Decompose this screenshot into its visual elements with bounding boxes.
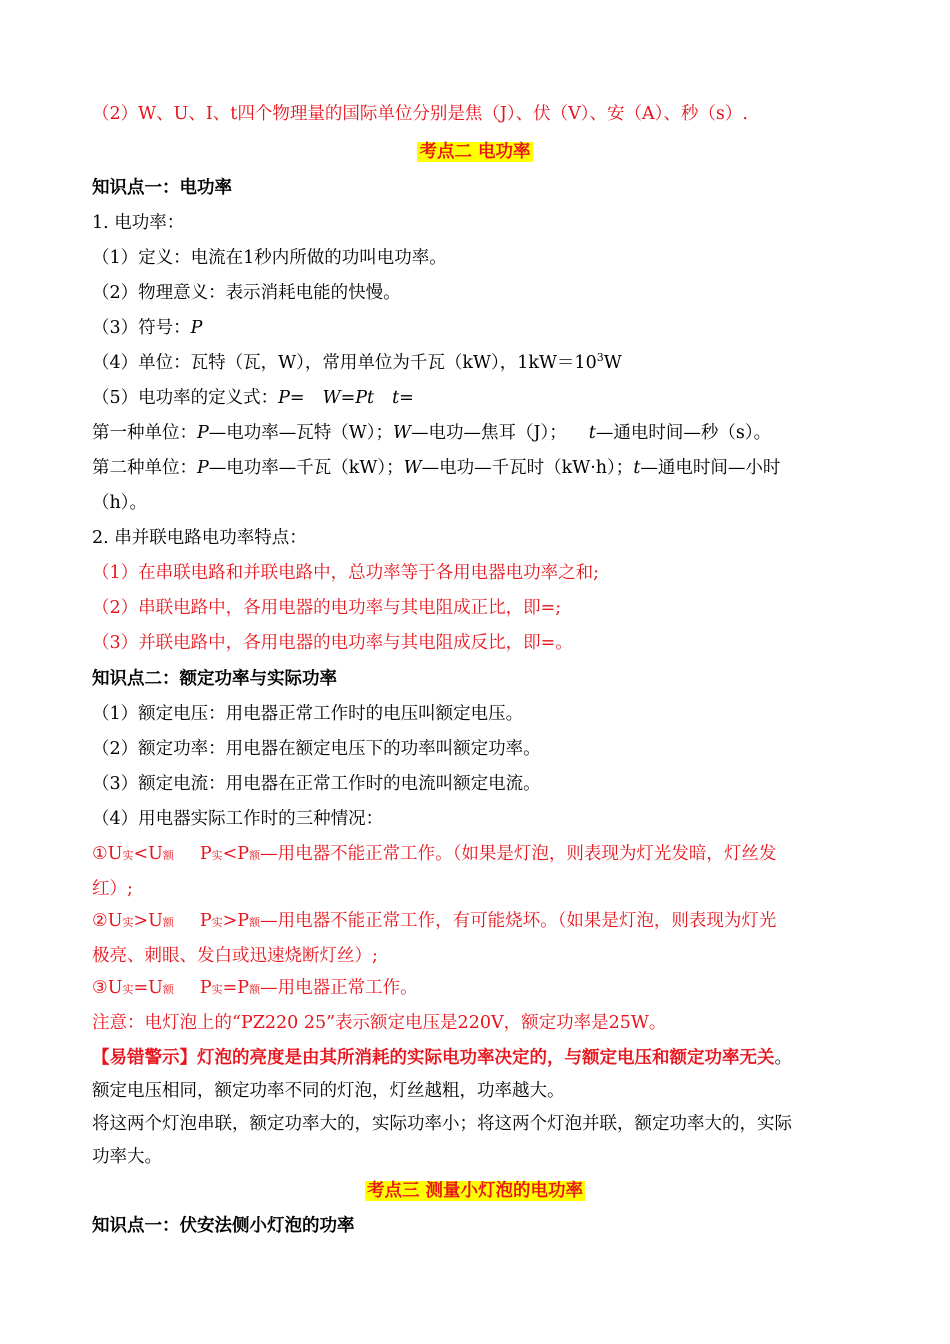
second-unit-t: t: [633, 458, 641, 478]
definition-text: （1）定义：电流在1秒内所做的功叫电功率。: [92, 248, 447, 268]
symbol-line: [92, 317, 862, 339]
formula-eq-1: =: [289, 388, 305, 408]
rated-current-text: （3）额定电流：用电器在正常工作时的电流叫额定电流。: [92, 774, 541, 794]
knowledge-point-3-text: 知识点一：伏安法侧小灯泡的功率: [92, 1216, 355, 1236]
formula-p: P: [278, 388, 290, 408]
formula-eq-2: =: [399, 388, 414, 408]
case-1-u-rated: <U: [133, 844, 163, 864]
paragraph-2-text: 将这两个灯泡串联，额定功率大的，实际功率小；将这两个灯泡并联，额定功率大的，实际: [92, 1114, 792, 1134]
case-1-p-sub-actual: 实: [211, 849, 223, 862]
case-3-p-rated: =P: [222, 978, 250, 998]
rated-power-line: [92, 738, 862, 760]
rated-voltage-line: [92, 703, 862, 725]
second-unit-p-desc: —电功率—千瓦（kW）；: [208, 458, 404, 478]
second-unit-w: W: [403, 458, 422, 478]
second-unit-label: 第二种单位：: [92, 458, 197, 478]
case-2-u: ②U: [92, 911, 123, 931]
case-1-desc-cont: 红）;: [92, 879, 133, 899]
knowledge-point-3-heading: [92, 1215, 862, 1237]
rated-voltage-text: （1）额定电压：用电器正常工作时的电压叫额定电压。: [92, 704, 524, 724]
second-unit-line-cont: [92, 492, 862, 514]
subsection-series-parallel: [92, 527, 862, 549]
subsection-series-parallel-text: 2. 串并联电路电功率特点：: [92, 528, 307, 548]
first-unit-p-desc: —电功率—瓦特（W）；: [208, 423, 394, 443]
three-cases-line: [92, 808, 862, 830]
second-unit-line: [92, 457, 862, 479]
first-unit-p: P: [197, 423, 209, 443]
knowledge-point-1-text: 知识点一：电功率: [92, 178, 232, 198]
case-3-p-sub-rated: 额: [249, 983, 261, 996]
rule-total-power-text: （1）在串联电路和并联电路中，总功率等于各用电器电功率之和;: [92, 563, 600, 583]
case-3-p: P: [199, 978, 212, 998]
formula-label: （5）电功率的定义式：: [92, 388, 279, 408]
section-heading-2: [0, 141, 950, 163]
case-1-p-rated: <P: [222, 844, 250, 864]
warning-line: [92, 1047, 862, 1069]
unit-suffix: W: [603, 353, 622, 373]
case-2-line-cont: [92, 945, 862, 967]
section-heading-3: [0, 1180, 950, 1202]
case-3-p-sub-actual: 实: [211, 983, 223, 996]
knowledge-point-1-heading: [92, 177, 862, 199]
case-1-u-sub-actual: 实: [122, 849, 134, 862]
case-2-p-sub-rated: 额: [249, 916, 261, 929]
case-3-desc: —用电器正常工作。: [260, 978, 418, 998]
paragraph-2-cont: [92, 1146, 862, 1168]
paragraph-2: [92, 1113, 862, 1135]
knowledge-point-2-heading: [92, 668, 862, 690]
case-2-p-sub-actual: 实: [211, 916, 223, 929]
knowledge-point-2-text: 知识点二：额定功率与实际功率: [92, 669, 337, 689]
first-unit-w-desc: —电功—焦耳（J）；: [411, 423, 567, 443]
case-3-u-rated: =U: [133, 978, 163, 998]
first-unit-label: 第一种单位：: [92, 423, 197, 443]
definition-line: [92, 247, 862, 269]
meaning-text: （2）物理意义：表示消耗电能的快慢。: [92, 283, 401, 303]
case-2-u-rated: >U: [133, 911, 163, 931]
case-2-u-sub-rated: 额: [162, 916, 174, 929]
rule-series-text: （2）串联电路中，各用电器的电功率与其电阻成正比，即=;: [92, 598, 562, 618]
case-1-u: ①U: [92, 844, 123, 864]
rule-parallel: [92, 632, 862, 654]
symbol-label: （3）符号：: [92, 318, 191, 338]
second-unit-p: P: [197, 458, 209, 478]
case-3-u: ③U: [92, 978, 123, 998]
case-3-u-sub-rated: 额: [162, 983, 174, 996]
symbol-value: P: [190, 318, 203, 338]
unit-line: [92, 352, 862, 374]
subsection-electric-power: [92, 212, 862, 234]
case-1-line: [92, 843, 862, 867]
case-1-line-cont: [92, 878, 862, 900]
rule-series: [92, 597, 862, 619]
case-2-p-rated: >P: [222, 911, 250, 931]
paragraph-1: [92, 1080, 862, 1102]
second-unit-t-desc: —通电时间—小时: [640, 458, 781, 478]
meaning-line: [92, 282, 862, 304]
formula-w: W=Pt: [322, 388, 375, 408]
formula-line: [92, 387, 862, 409]
rule-parallel-text: （3）并联电路中，各用电器的电功率与其电阻成反比，即=。: [92, 633, 573, 653]
second-unit-w-desc: —电功—千瓦时（kW·h）；: [421, 458, 634, 478]
unit-text: （4）单位：瓦特（瓦，W），常用单位为千瓦（kW），1kW＝10: [92, 353, 597, 373]
case-1-desc: —用电器不能正常工作。（如果是灯泡，则表现为灯光发暗，灯丝发: [260, 844, 777, 864]
first-unit-t-desc: —通电时间—秒（s）。: [595, 423, 772, 443]
first-unit-line: [92, 422, 862, 444]
paragraph-2-cont-text: 功率大。: [92, 1147, 162, 1167]
bulb-note-text: 注意：电灯泡上的“PZ220 25”表示额定电压是220V，额定功率是25W。: [92, 1013, 667, 1033]
case-3-u-sub-actual: 实: [122, 983, 134, 996]
units-text: （2）W、U、I、t四个物理量的国际单位分别是焦（J）、伏（V）、安（A）、秒（s）.: [92, 104, 748, 124]
rated-current-line: [92, 773, 862, 795]
case-2-desc-cont: 极亮、刺眼、发白或迅速烧断灯丝）;: [92, 946, 378, 966]
first-unit-t: t: [588, 423, 596, 443]
paragraph-1-text: 额定电压相同，额定功率不同的灯泡，灯丝越粗，功率越大。: [92, 1081, 565, 1101]
case-2-line: [92, 910, 862, 934]
rated-power-text: （2）额定功率：用电器在额定电压下的功率叫额定功率。: [92, 739, 541, 759]
section-heading-2-text: 考点二 电功率: [419, 142, 531, 162]
unit-exponent: 3: [596, 351, 604, 365]
case-1-p: P: [199, 844, 212, 864]
warning-period: 。: [774, 1048, 792, 1068]
second-unit-hour: （h）。: [92, 493, 148, 513]
formula-t: t: [392, 388, 400, 408]
three-cases-text: （4）用电器实际工作时的三种情况：: [92, 809, 384, 829]
warning-text: 【易错警示】灯泡的亮度是由其所消耗的实际电功率决定的，与额定电压和额定功率无关: [92, 1048, 775, 1068]
case-2-u-sub-actual: 实: [122, 916, 134, 929]
subsection-electric-power-text: 1. 电功率：: [92, 213, 185, 233]
case-1-u-sub-rated: 额: [162, 849, 174, 862]
units-statement: [92, 103, 862, 125]
case-2-p: P: [199, 911, 212, 931]
case-3-line: [92, 977, 862, 1001]
case-1-p-sub-rated: 额: [249, 849, 261, 862]
bulb-note: [92, 1012, 862, 1034]
section-heading-3-text: 考点三 测量小灯泡的电功率: [366, 1181, 584, 1201]
rule-total-power: [92, 562, 862, 584]
case-2-desc: —用电器不能正常工作，有可能烧坏。（如果是灯泡，则表现为灯光: [260, 911, 777, 931]
first-unit-w: W: [393, 423, 412, 443]
